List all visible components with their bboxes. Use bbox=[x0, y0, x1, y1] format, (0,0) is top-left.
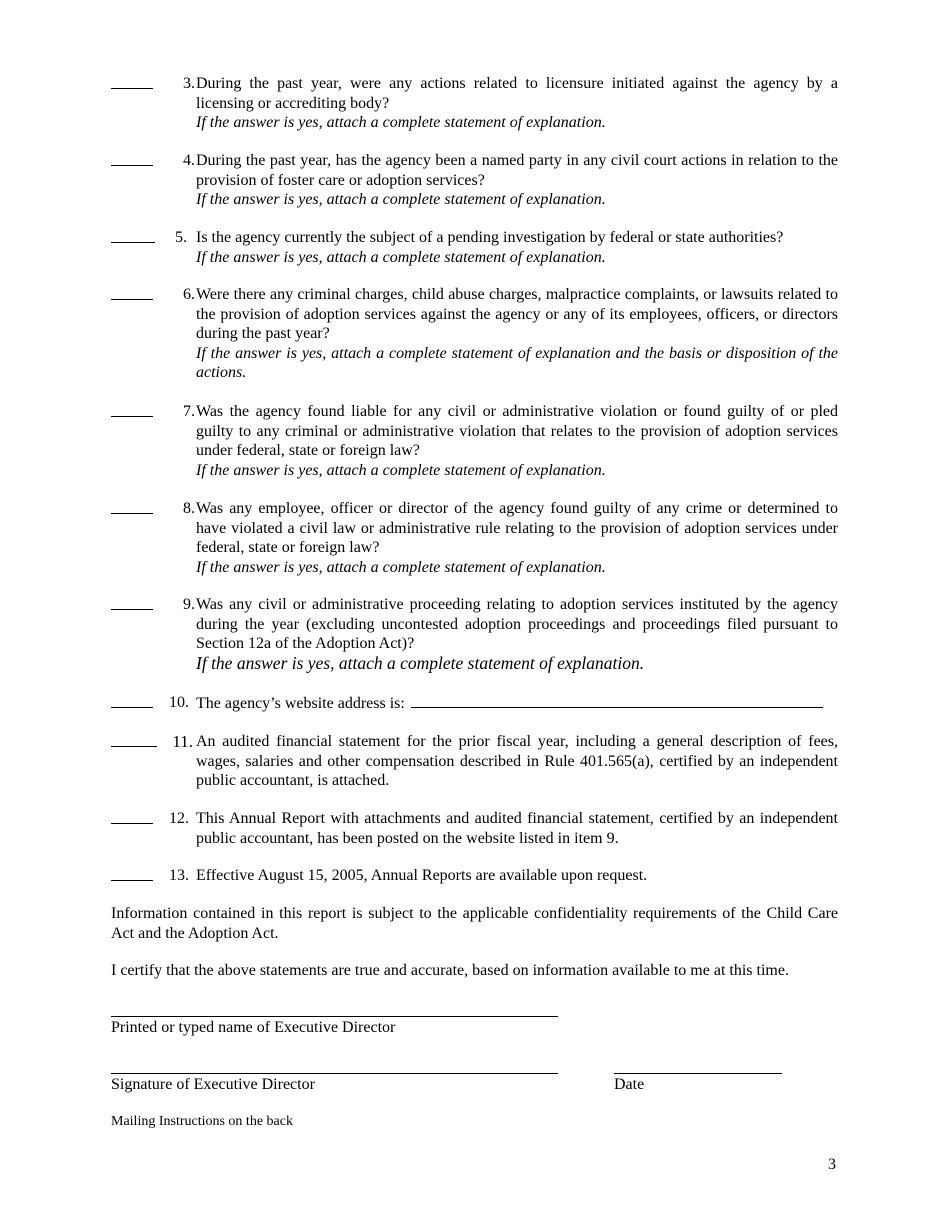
question-note: If the answer is yes, attach a complete statement of explanation. bbox=[196, 652, 645, 673]
question-item-3 bbox=[111, 74, 838, 133]
question-text: During the past year, has the agency been a named party in any civil court actions in relation to the provision of foster care or adoption services? bbox=[196, 152, 838, 189]
question-text: Was the agency found liable for any civil or administrative violation or found guilty of or pled guilty to any criminal or administrative violation that relates to the provision of adoption services under federal, state or foreign law? bbox=[196, 403, 838, 460]
answer-blank-4[interactable] bbox=[111, 165, 153, 166]
question-text: Were there any criminal charges, child abuse charges, malpractice complaints, or lawsuits related to the provision of adoption services against the agency or any of its employees, officers, or directors during the past year? bbox=[196, 286, 838, 343]
item-number: 8. bbox=[183, 500, 195, 517]
answer-blank-7[interactable] bbox=[111, 416, 153, 417]
question-text: The agency’s website address is: bbox=[196, 695, 405, 712]
item-number: 5. bbox=[175, 229, 187, 246]
answer-blank-6[interactable] bbox=[111, 299, 153, 300]
item-number: 6. bbox=[183, 286, 195, 303]
signature-field[interactable] bbox=[111, 1073, 558, 1074]
question-item-7 bbox=[111, 402, 838, 480]
question-text: This Annual Report with attachments and audited financial statement, certified by an independent public accountant, has been posted on the website listed in item 9. bbox=[196, 810, 838, 847]
question-note: If the answer is yes, attach a complete statement of explanation and the basis or disposition of the actions. bbox=[196, 344, 838, 382]
printed-name-field[interactable] bbox=[111, 1016, 558, 1017]
item-number: 12. bbox=[169, 810, 189, 827]
question-note: If the answer is yes, attach a complete statement of explanation. bbox=[196, 114, 606, 132]
item-number: 10. bbox=[169, 694, 189, 711]
item-number: 4. bbox=[183, 152, 195, 169]
question-item-11 bbox=[111, 732, 838, 791]
question-text: An audited financial statement for the prior fiscal year, including a general description of fees, wages, salaries and other compensation described in Rule 401.565(a), certified by an independent public accountant, is attached. bbox=[196, 733, 838, 790]
question-item-12 bbox=[111, 809, 838, 848]
answer-blank-13[interactable] bbox=[111, 880, 153, 881]
item-number: 3. bbox=[183, 75, 195, 92]
item-number: 11. bbox=[172, 732, 193, 751]
question-item-4 bbox=[111, 151, 838, 210]
question-note: If the answer is yes, attach a complete statement of explanation. bbox=[196, 461, 606, 479]
question-note: If the answer is yes, attach a complete statement of explanation. bbox=[196, 191, 606, 209]
answer-blank-8[interactable] bbox=[111, 513, 153, 514]
date-label: Date bbox=[614, 1076, 645, 1093]
website-address-field[interactable] bbox=[411, 693, 823, 708]
confidentiality-statement: Information contained in this report is subject to the applicable confidentiality requirements of the Child Care Act and the Adoption Act. bbox=[111, 905, 838, 942]
question-text: Was any employee, officer or director of the agency found guilty of any crime or determined to have violated a civil law or administrative rule relating to the provision of adoption services under federal, state or foreign law? bbox=[196, 500, 838, 557]
answer-blank-10[interactable] bbox=[111, 707, 153, 708]
question-text: Effective August 15, 2005, Annual Reports are available upon request. bbox=[196, 867, 648, 884]
answer-blank-3[interactable] bbox=[111, 88, 153, 89]
question-item-6 bbox=[111, 285, 838, 383]
printed-name-label: Printed or typed name of Executive Director bbox=[111, 1019, 396, 1036]
answer-blank-11[interactable] bbox=[111, 746, 157, 747]
question-item-8 bbox=[111, 499, 838, 577]
mailing-instructions-note: Mailing Instructions on the back bbox=[111, 1114, 293, 1129]
question-item-13 bbox=[111, 866, 838, 886]
question-item-9 bbox=[111, 595, 838, 673]
question-note: If the answer is yes, attach a complete statement of explanation. bbox=[196, 558, 606, 576]
question-item-5 bbox=[111, 228, 838, 267]
item-number: 13. bbox=[169, 867, 189, 884]
question-item-10 bbox=[111, 693, 838, 714]
answer-blank-5[interactable] bbox=[111, 242, 155, 243]
certification-statement: I certify that the above statements are true and accurate, based on information available to me at this time. bbox=[111, 962, 789, 979]
date-field[interactable] bbox=[614, 1073, 782, 1074]
question-text: During the past year, were any actions related to licensure initiated against the agency by a licensing or accrediting body? bbox=[196, 75, 838, 112]
item-number: 7. bbox=[183, 403, 195, 420]
answer-blank-12[interactable] bbox=[111, 823, 153, 824]
question-text: Was any civil or administrative proceeding relating to adoption services instituted by the agency during the year (excluding uncontested adoption proceedings and proceedings filed pursuant to Section 12a of the Adoption Act)? bbox=[196, 596, 838, 653]
question-text: Is the agency currently the subject of a pending investigation by federal or state authorities? bbox=[196, 229, 784, 246]
signature-label: Signature of Executive Director bbox=[111, 1076, 315, 1093]
item-number: 9. bbox=[183, 596, 195, 613]
answer-blank-9[interactable] bbox=[111, 609, 153, 610]
page-number: 3 bbox=[828, 1156, 836, 1173]
question-note: If the answer is yes, attach a complete statement of explanation. bbox=[196, 248, 606, 266]
